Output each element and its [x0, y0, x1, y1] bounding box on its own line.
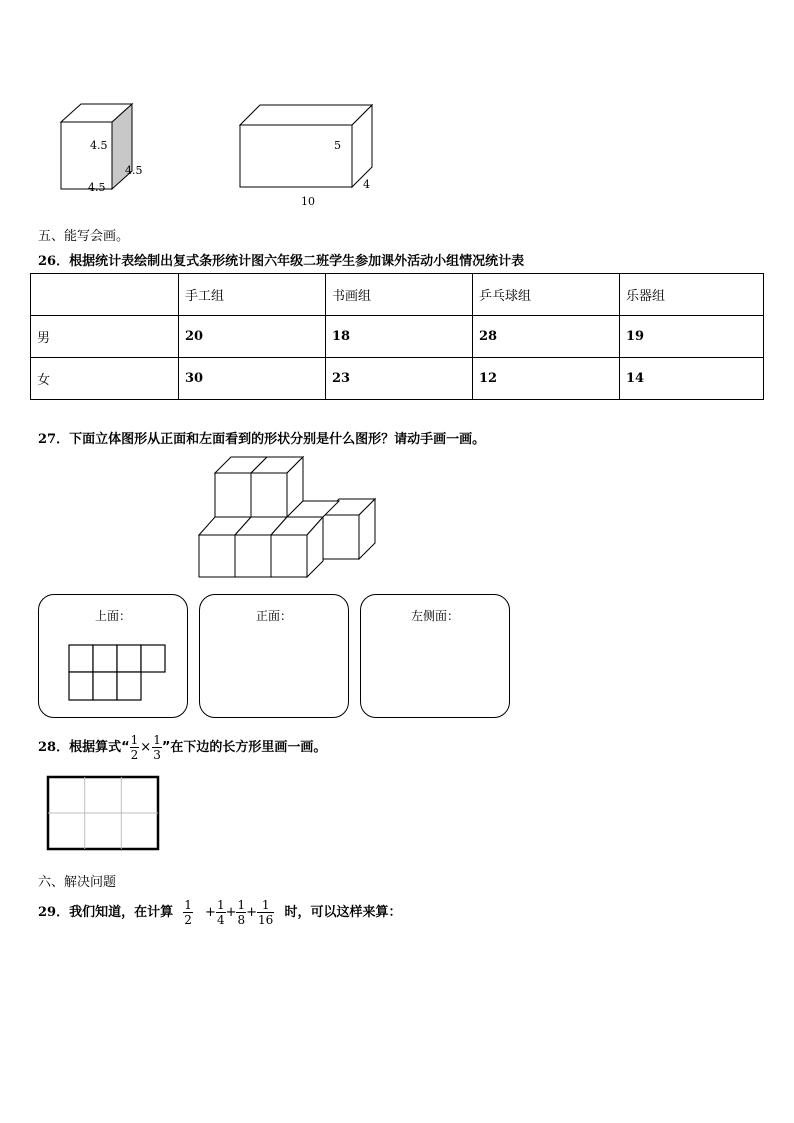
table-cell: 14 — [620, 358, 764, 400]
top-view-grid — [68, 644, 168, 702]
table-header-cell: 乐器组 — [620, 274, 764, 316]
plus-sign: + — [246, 905, 258, 920]
question-29-text-after: 时，可以这样来算： — [284, 905, 402, 920]
cuboid-top-face — [240, 105, 372, 125]
fraction-denominator: 4 — [216, 913, 225, 927]
fraction-numerator: 1 — [216, 898, 225, 912]
table-row — [31, 316, 764, 358]
cuboid-front-label: 5 — [334, 139, 341, 152]
drawing-rectangle — [46, 775, 160, 851]
fraction-numerator: 1 — [184, 898, 192, 912]
table-row-label: 男 — [31, 316, 179, 358]
question-28-number: 28． — [38, 740, 70, 755]
cuboid-bottom-label: 10 — [301, 195, 315, 208]
fraction — [236, 898, 246, 927]
fraction-numerator: 1 — [237, 898, 246, 912]
fraction — [152, 733, 162, 762]
table-cell: 12 — [473, 358, 620, 400]
fraction — [183, 898, 193, 927]
plus-sign: + — [205, 905, 216, 920]
table-header-cell — [31, 274, 179, 316]
left-view-panel — [360, 594, 510, 718]
fraction-numerator: 1 — [130, 733, 139, 747]
left-view-label: 左侧面： — [410, 609, 459, 623]
cuboid-figure — [234, 100, 384, 195]
cube-front-label: 4.5 — [90, 139, 108, 152]
question-28-text-before: 根据算式“ — [69, 740, 130, 755]
table-cell: 28 — [473, 316, 620, 358]
front-view-label: 正面： — [255, 609, 292, 623]
table-row-label: 女 — [31, 358, 179, 400]
question-26 — [38, 250, 524, 269]
table-row — [31, 358, 764, 400]
table-header-cell: 书画组 — [326, 274, 473, 316]
table-header-cell: 手工组 — [179, 274, 326, 316]
table-header-row — [31, 274, 764, 316]
fraction-numerator: 1 — [257, 898, 274, 913]
cube-bottom-label: 4.5 — [88, 181, 106, 194]
question-29 — [38, 898, 401, 927]
fraction-numerator: 1 — [153, 733, 161, 747]
fraction — [216, 898, 226, 927]
question-29-number: 29． — [38, 905, 70, 920]
cube-stack-figure — [195, 455, 380, 583]
fraction — [257, 898, 274, 927]
cube-front-face — [61, 122, 112, 189]
question-28 — [38, 733, 326, 762]
top-view-panel — [38, 594, 188, 718]
fraction — [130, 733, 140, 762]
question-27 — [38, 428, 485, 447]
cuboid-front-face — [240, 125, 352, 187]
stats-table — [30, 273, 764, 400]
fraction-denominator: 2 — [184, 913, 192, 927]
fraction-denominator: 3 — [153, 748, 161, 762]
section-5-title: 五、能写会画。 — [38, 229, 130, 244]
question-27-number: 27． — [38, 432, 70, 447]
front-view-panel — [199, 594, 349, 718]
top-view-label: 上面： — [94, 609, 131, 623]
fraction-denominator: 2 — [130, 748, 139, 762]
table-cell: 23 — [326, 358, 473, 400]
fraction-denominator: 8 — [237, 913, 246, 927]
table-cell: 20 — [179, 316, 326, 358]
fraction-denominator: 16 — [258, 913, 274, 927]
cube-side-label: 4.5 — [125, 164, 143, 177]
question-26-text: 根据统计表绘制出复式条形统计图六年级二班学生参加课外活动小组情况统计表 — [69, 254, 525, 269]
question-29-text-before: 我们知道，在计算 — [69, 905, 174, 920]
table-cell: 18 — [326, 316, 473, 358]
section-6-title: 六、解决问题 — [38, 875, 117, 890]
question-26-number: 26． — [38, 254, 70, 269]
question-28-text-after: ”在下边的长方形里画一画。 — [161, 740, 327, 755]
cuboid-depth-label: 4 — [363, 178, 370, 191]
table-header-cell: 乒乓球组 — [473, 274, 620, 316]
table-cell: 30 — [179, 358, 326, 400]
table-cell: 19 — [620, 316, 764, 358]
plus-sign: + — [225, 905, 237, 920]
question-27-text: 下面立体图形从正面和左面看到的形状分别是什么图形？请动手画一画。 — [69, 432, 486, 447]
multiply-sign: × — [140, 740, 152, 755]
